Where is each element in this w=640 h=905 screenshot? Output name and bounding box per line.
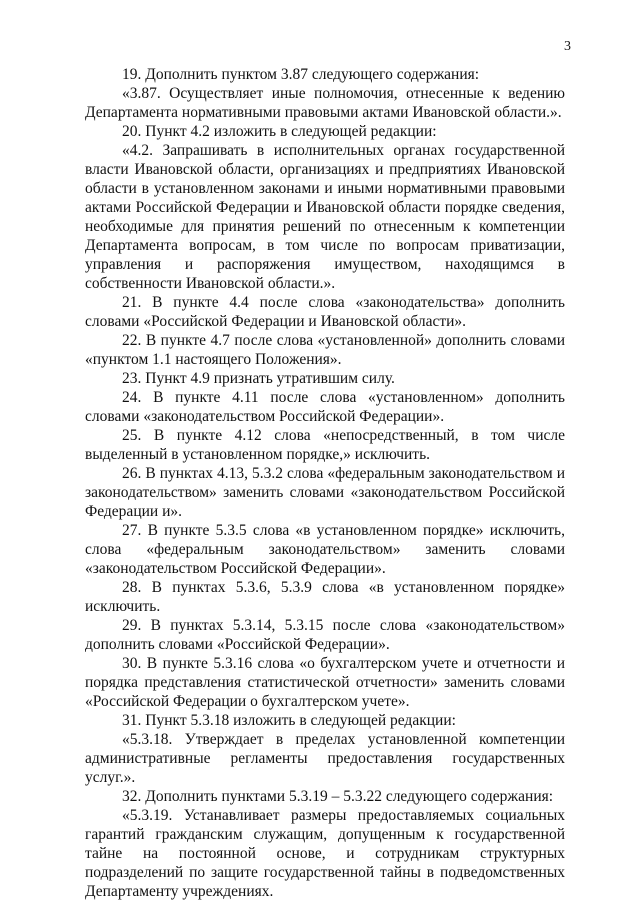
paragraph-3-87-text: «3.87. Осуществляет иные полномочия, отнесенные к ведению Департамента нормативными правовыми актами Ивановской области.». <box>85 85 565 121</box>
paragraph-29: 29. В пунктах 5.3.14, 5.3.15 после слова «законодательством» дополнить словами «Российской Федерации». <box>85 617 565 653</box>
document-body <box>85 65 565 901</box>
paragraph-5-3-18-text: «5.3.18. Утверждает в пределах установленной компетенции административные регламенты предоставления государственных услуг.». <box>85 731 565 786</box>
paragraph-5-3-19-text: «5.3.19. Устанавливает размеры предоставляемых социальных гарантий гражданским служащим, допущенным к государственной тайне на постоянной основе, и сотрудникам структурных подразделений по защите государственной тайны в подведомственных Департаменту учреждениях. <box>85 807 565 900</box>
paragraph-31: 31. Пункт 5.3.18 изложить в следующей редакции: <box>122 712 456 729</box>
paragraph-21: 21. В пункте 4.4 после слова «законодательства» дополнить словами «Российской Федерации и Ивановской области». <box>85 294 565 330</box>
paragraph-20: 20. Пункт 4.2 изложить в следующей редакции: <box>122 123 437 140</box>
paragraph-4-2-text: «4.2. Запрашивать в исполнительных органах государственной власти Ивановской области, организациях и предприятиях Ивановской области в установленном законами и иными нормативными правовыми актами Российской Федерации и Ивановской области порядке сведения, необходимые для принятия решений по отнесенным к компетенции Департамента вопросам, в том числе по вопросам приватизации, управления и распоряжения имуществом, находящимся в собственности Ивановской области.». <box>85 142 565 292</box>
paragraph-28: 28. В пунктах 5.3.6, 5.3.9 слова «в установленном порядке» исключить. <box>85 579 565 615</box>
paragraph-32: 32. Дополнить пунктами 5.3.19 – 5.3.22 следующего содержания: <box>122 788 554 805</box>
paragraph-26: 26. В пунктах 4.13, 5.3.2 слова «федеральным законодательством и законодательством» заменить словами «законодательством Российской Федерации и». <box>85 465 565 520</box>
paragraph-24: 24. В пункте 4.11 после слова «установленном» дополнить словами «законодательством Российской Федерации». <box>85 389 565 425</box>
paragraph-19: 19. Дополнить пунктом 3.87 следующего содержания: <box>122 66 480 83</box>
paragraph-25: 25. В пункте 4.12 слова «непосредственный, в том числе выделенный в установленном порядке,» исключить. <box>85 427 565 463</box>
paragraph-23: 23. Пункт 4.9 признать утратившим силу. <box>122 370 395 387</box>
paragraph-22: 22. В пункте 4.7 после слова «установленной» дополнить словами «пунктом 1.1 настоящего Положения». <box>85 332 565 368</box>
paragraph-27: 27. В пункте 5.3.5 слова «в установленном порядке» исключить, слова «федеральным законодательством» заменить словами «законодательством Российской Федерации». <box>85 522 565 577</box>
page-number: 3 <box>564 39 571 54</box>
paragraph-30: 30. В пункте 5.3.16 слова «о бухгалтерском учете и отчетности и порядка представления статистической отчетности» заменить словами «Российской Федерации о бухгалтерском учете». <box>85 655 565 710</box>
